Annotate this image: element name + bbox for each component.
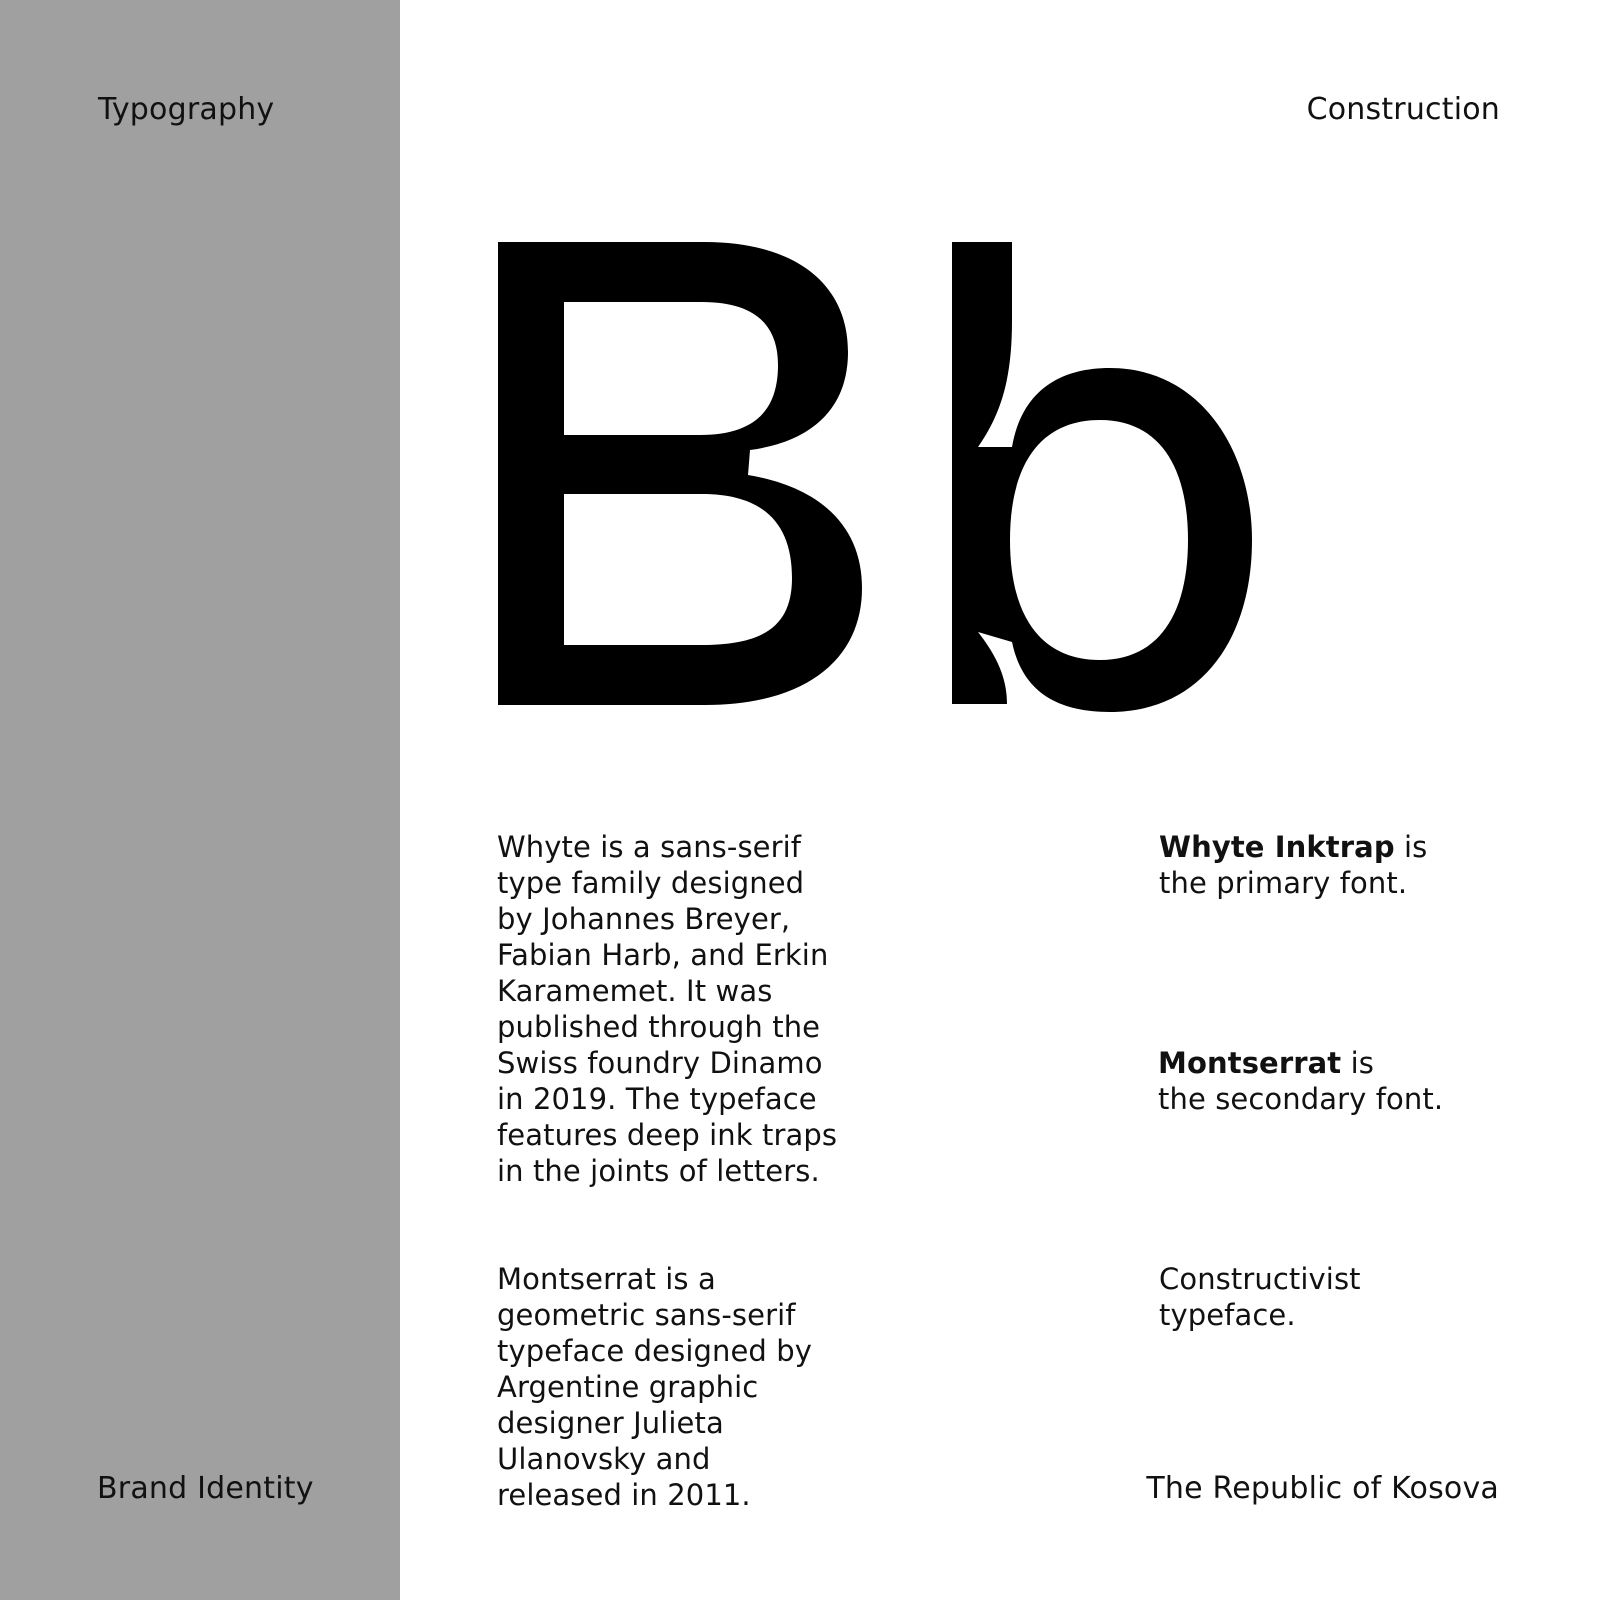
montserrat-description-line: typeface designed by xyxy=(497,1334,813,1368)
lowercase-b-glyph xyxy=(952,242,1252,712)
primary-font-note xyxy=(1159,829,1519,901)
montserrat-description-line: Montserrat is a xyxy=(497,1262,716,1296)
whyte-description-line: type family designed xyxy=(497,866,805,900)
whyte-description-line: Swiss foundry Dinamo xyxy=(497,1046,823,1080)
secondary-font-verb: is xyxy=(1341,1046,1374,1080)
sidebar-top-label: Typography xyxy=(98,92,275,127)
whyte-description-line: published through the xyxy=(497,1010,821,1044)
primary-font-verb: is xyxy=(1394,830,1428,864)
montserrat-description-line: released in 2011. xyxy=(497,1478,751,1512)
whyte-description-line: Whyte is a sans-serif xyxy=(497,830,802,864)
whyte-description-line: Fabian Harb, and Erkin xyxy=(497,938,829,972)
primary-font-name: Whyte Inktrap xyxy=(1159,830,1395,864)
whyte-description-line: by Johannes Breyer, xyxy=(497,902,791,936)
whyte-description-line: Karamemet. It was xyxy=(497,974,773,1008)
country-label: The Republic of Kosova xyxy=(1146,1471,1499,1506)
uppercase-b-glyph xyxy=(498,242,862,705)
montserrat-description-line: designer Julieta xyxy=(497,1406,724,1440)
whyte-description-line: features deep ink traps xyxy=(497,1118,838,1152)
typeface-style-line: typeface. xyxy=(1159,1298,1296,1332)
montserrat-description-line: Argentine graphic xyxy=(497,1370,759,1404)
primary-font-role: the primary font. xyxy=(1159,866,1408,900)
secondary-font-note xyxy=(1158,1045,1538,1117)
secondary-font-role: the secondary font. xyxy=(1158,1082,1444,1116)
montserrat-description-line: Ulanovsky and xyxy=(497,1442,711,1476)
typeface-style-line: Constructivist xyxy=(1159,1262,1361,1296)
whyte-description-line: in 2019. The typeface xyxy=(497,1082,817,1116)
section-label: Construction xyxy=(1306,92,1500,127)
whyte-description xyxy=(497,829,877,1189)
whyte-description-line: in the joints of letters. xyxy=(497,1154,820,1188)
montserrat-description-line: geometric sans-serif xyxy=(497,1298,796,1332)
montserrat-description xyxy=(497,1261,877,1513)
sidebar-bottom-label: Brand Identity xyxy=(97,1471,314,1506)
typeface-style-note xyxy=(1159,1261,1519,1333)
secondary-font-name: Montserrat xyxy=(1158,1046,1342,1080)
